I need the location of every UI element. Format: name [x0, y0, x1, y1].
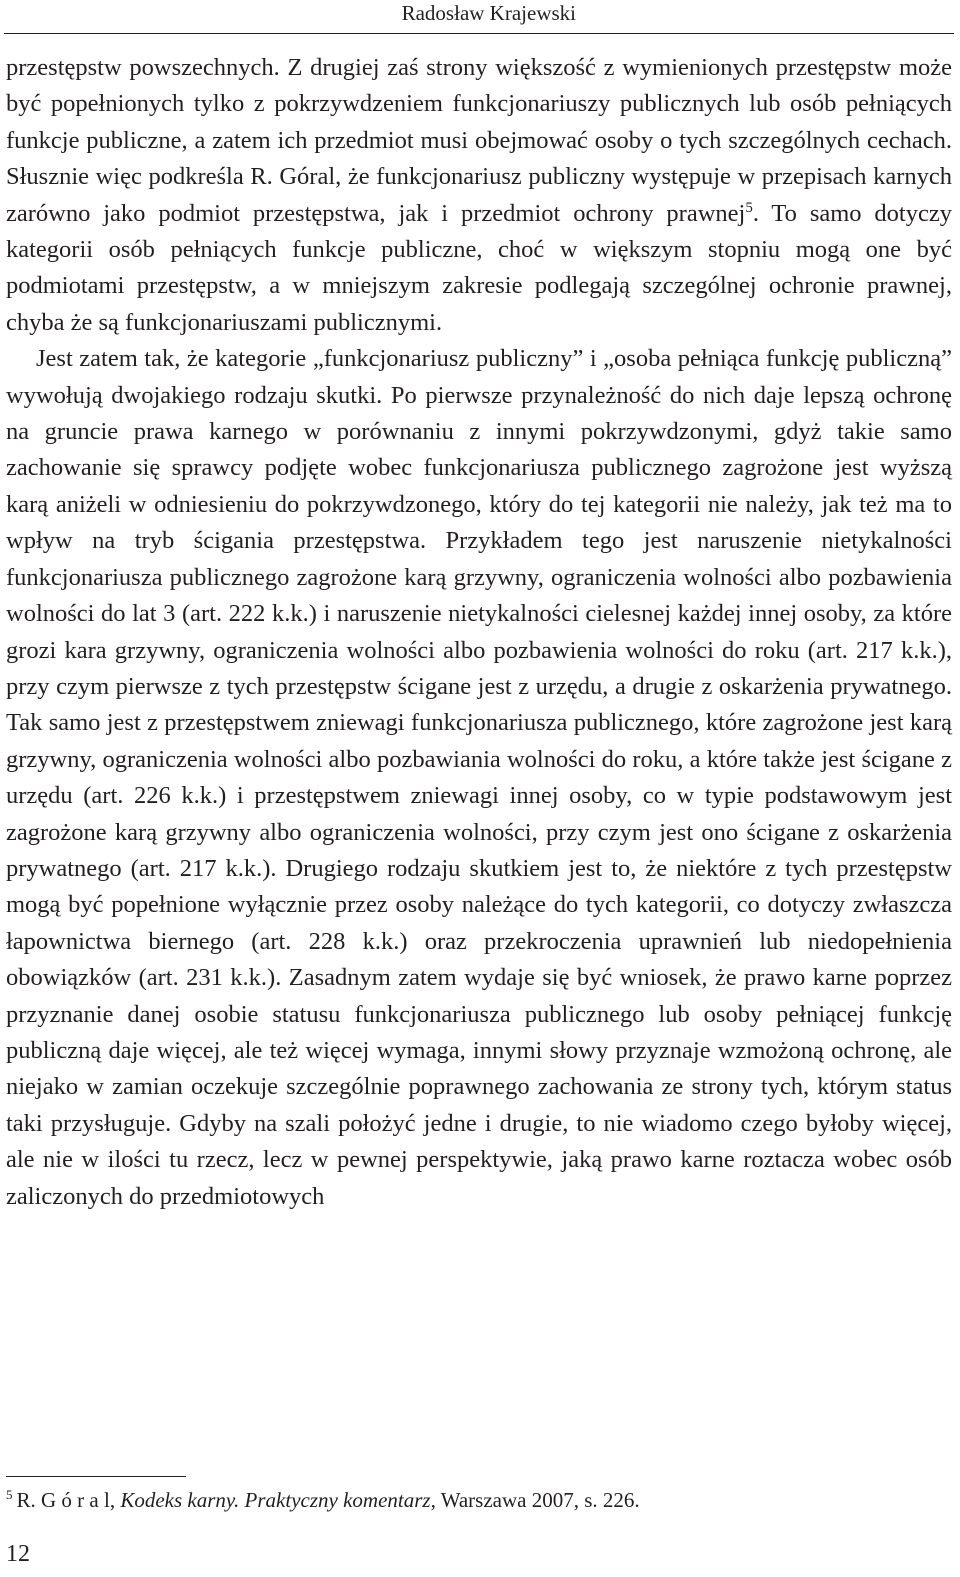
paragraph-1-part-b: . To samo dotyczy kategorii osób pełniących funkcje publiczne, choć w większym stopniu mogą one być podmiotami przestępstw, a w mniejszym zakresie podlegają szczególnej ochronie prawnej, chyba że są funkcjonariuszami publicznymi. [6, 199, 952, 336]
footnote-number: 5 [6, 1487, 13, 1502]
running-header-author: Radosław Krajewski [401, 1, 576, 25]
footnote-rest: , Warszawa 2007, s. 226. [430, 1488, 640, 1512]
paragraph-1-part-a: przestępstw powszechnych. Z drugiej zaś strony większość z wymienionych przestępstw może być popełnionych tylko z pokrzywdzeniem funkcjonariuszy publicznych lub osób pełniących funkcje publiczne, a zatem ich przedmiot musi obejmować osoby o tych szczególnych cechach. Słusznie więc podkreśla R. Góral, że funkcjonariusz publiczny występuje w przepisach karnych zarówno jako podmiot przestępstwa, jak i przedmiot ochrony prawnej [6, 54, 952, 227]
header-rule [4, 33, 954, 34]
footnote-reference[interactable]: 5 [745, 199, 753, 216]
footnote [6, 1486, 946, 1514]
main-text [6, 50, 952, 1215]
paragraph-2: Jest zatem tak, że kategorie „funkcjonariusz publiczny” i „osoba pełniąca funkcję publiczną” wywołują dwojakiego rodzaju skutki. Po pierwsze przynależność do nich daje lepszą ochronę na gruncie prawa karnego w porównaniu z innymi pokrzywdzonymi, gdyż takie samo zachowanie się sprawcy podjęte wobec funkcjonariusza publicznego zagrożone jest wyższą karą aniżeli w odniesieniu do pokrzywdzonego, który do tej kategorii nie należy, jak też ma to wpływ na tryb ścigania przestępstwa. Przykładem tego jest naruszenie nietykalności funkcjonariusza publicznego zagrożone karą grzywny, ograniczenia wolności albo pozbawienia wolności do lat 3 (art. 222 k.k.) i naruszenie nietykalności cielesnej każdej innej osoby, za które grozi kara grzywny, ograniczenia wolności albo pozbawienia wolności do roku (art. 217 k.k.), przy czym pierwsze z tych przestępstw ścigane jest z urzędu, a drugie z oskarżenia prywatnego. Tak samo jest z przestępstwem zniewagi funkcjonariusza publicznego, które zagrożone jest karą grzywny, ograniczenia wolności albo pozbawiania wolności do roku, a które także jest ścigane z urzędu (art. 226 k.k.) i przestępstwem zniewagi innej osoby, co w typie podstawowym jest zagrożone karą grzywny albo ograniczenia wolności, przy czym jest ono ścigane z oskarżenia prywatnego (art. 217 k.k.). Drugiego rodzaju skutkiem jest to, że niektóre z tych przestępstw mogą być popełnione wyłącznie przez osoby należące do tych kategorii, co dotyczy zwłaszcza łapownictwa biernego (art. 228 k.k.) oraz przekroczenia uprawnień lub niedopełnienia obowiązków (art. 231 k.k.). Zasadnym zatem wydaje się być wniosek, że prawo karne poprzez przyznanie danej osobie statusu funkcjonariusza publicznego lub osoby pełniącej funkcję publiczną daje więcej, ale też więcej wymaga, innymi słowy przyznaje wzmożoną ochronę, ale niejako w zamian oczekuje szczególnie poprawnego zachowania ze strony tych, którym status taki przysługuje. Gdyby na szali położyć jedne i drugie, to nie wiadomo czego byłoby więcej, ale nie w ilości tu rzecz, lecz w pewnej perspektywie, jaką prawo karne roztacza wobec osób zaliczonych do przedmiotowych [6, 345, 952, 1210]
page-number: 12 [6, 1541, 30, 1567]
footnote-title: Kodeks karny. Praktyczny komentarz [120, 1488, 431, 1512]
paragraph-1 [6, 50, 952, 341]
footnote-rule [6, 1476, 186, 1477]
footnote-author: R. G ó r a l, [16, 1488, 116, 1512]
